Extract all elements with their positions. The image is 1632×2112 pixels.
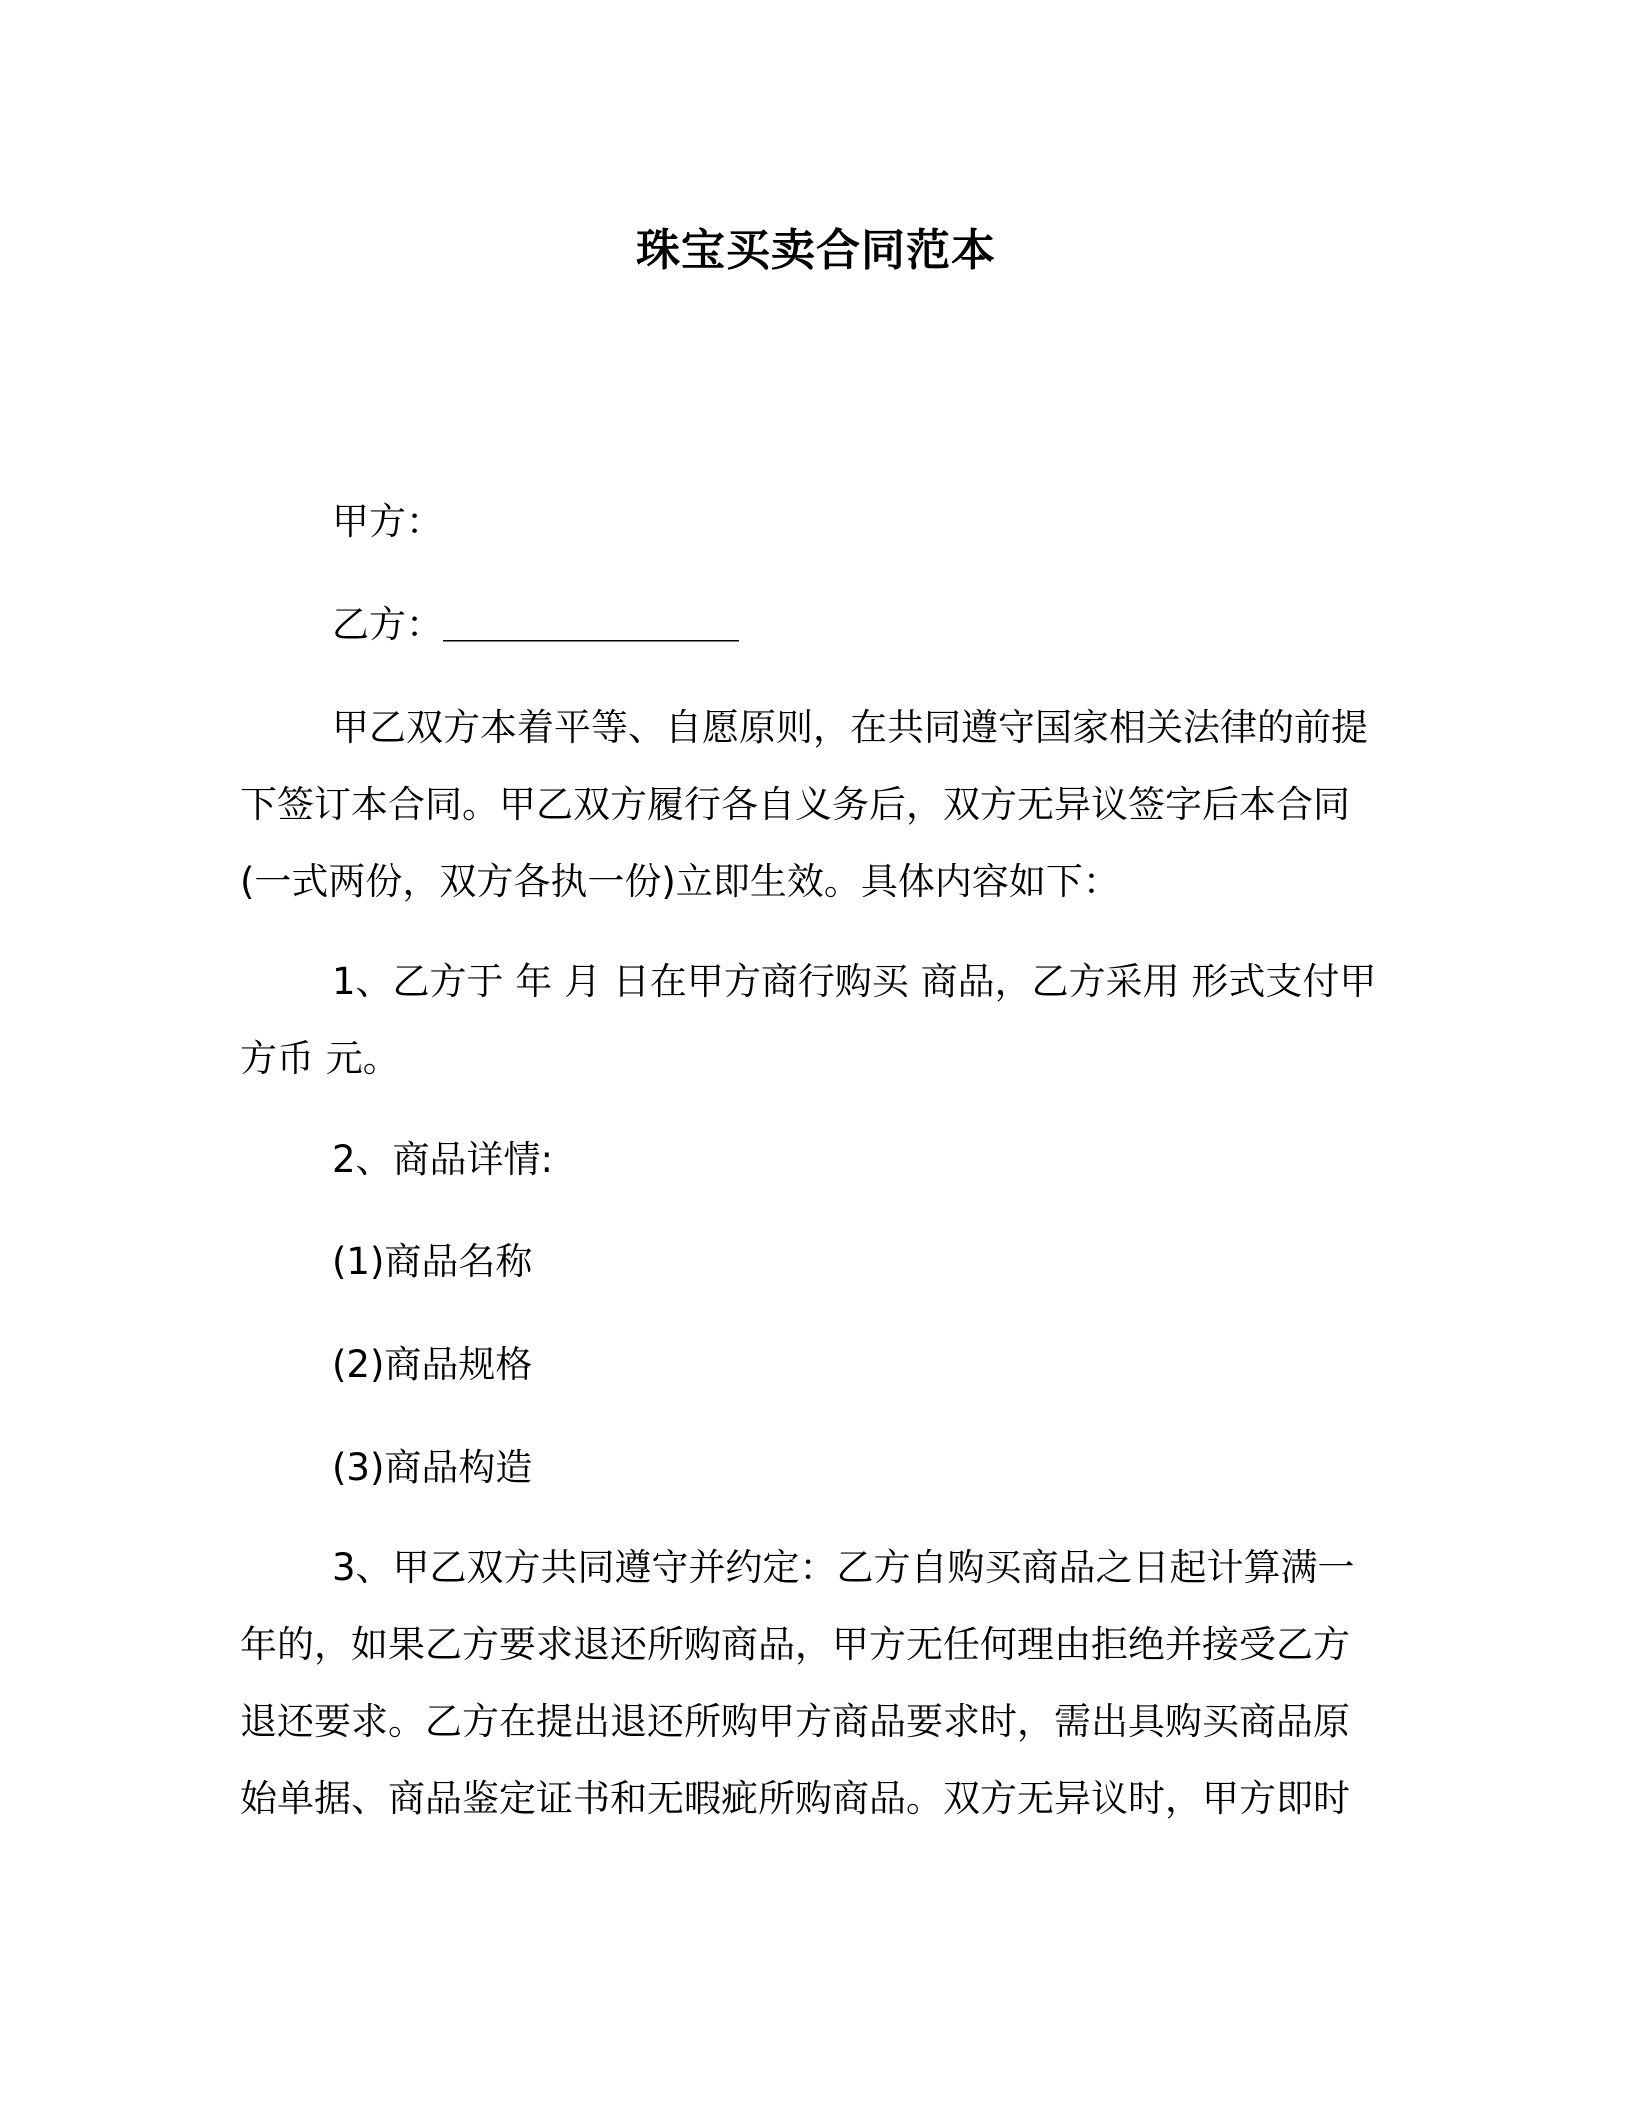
document-title: 珠宝买卖合同范本 [636, 225, 996, 276]
clause-2-item: (2)商品规格 [332, 1343, 533, 1386]
clause-1-line: 1、乙方于 年 月 日在甲方商行购买 商品，乙方采用 形式支付甲 [332, 960, 1377, 1003]
clause-3-line: 始单据、商品鉴定证书和无暇疵所购商品。双方无异议时，甲方即时 [240, 1777, 1350, 1820]
clause-3-line: 3、甲乙双方共同遵守并约定：乙方自购买商品之日起计算满一 [332, 1546, 1355, 1589]
clause-2-item: (3)商品构造 [332, 1446, 533, 1489]
clause-3-line: 年的，如果乙方要求退还所购商品，甲方无任何理由拒绝并接受乙方 [240, 1623, 1350, 1666]
clause-1-line: 方币 元。 [240, 1037, 400, 1080]
party-b-line: 乙方：＿＿＿＿＿＿＿＿ [332, 603, 739, 646]
intro-line: (一式两份，双方各执一份)立即生效。具体内容如下： [240, 860, 1120, 903]
intro-line: 下签订本合同。甲乙双方履行各自义务后，双方无异议签字后本合同 [240, 783, 1350, 826]
clause-3-line: 退还要求。乙方在提出退还所购甲方商品要求时，需出具购买商品原 [240, 1700, 1350, 1743]
intro-line: 甲乙双方本着平等、自愿原则，在共同遵守国家相关法律的前提 [332, 706, 1368, 749]
clause-2-item: (1)商品名称 [332, 1240, 533, 1283]
party-a-line: 甲方： [332, 500, 443, 543]
clause-2-heading: 2、商品详情: [332, 1138, 554, 1181]
